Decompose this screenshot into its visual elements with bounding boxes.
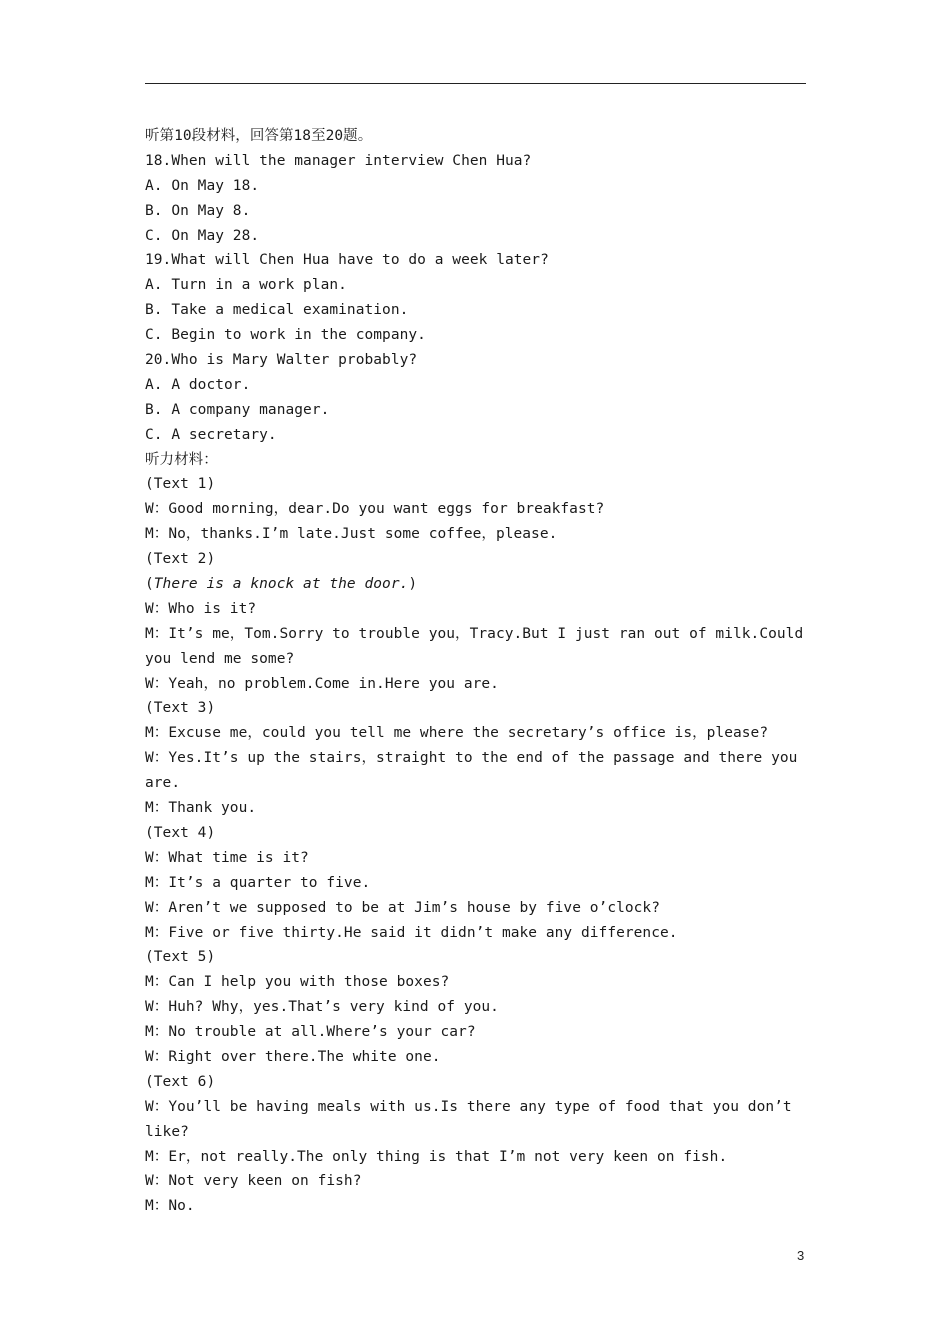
- question-19: [145, 248, 806, 348]
- text-1: [145, 472, 806, 547]
- dialogue-line: M：Excuse me，could you tell me where the secretary’s office is，please?: [145, 725, 769, 742]
- dialogue-line: you lend me some?: [145, 650, 295, 667]
- dialogue-line: M：Thank you.: [145, 800, 257, 817]
- text-label: (Text 4): [145, 824, 216, 841]
- dialogue-line: M：No.: [145, 1198, 195, 1215]
- dialogue-line: M：Can I help you with those boxes?: [145, 974, 450, 991]
- dialogue-line: are.: [145, 775, 181, 792]
- text-2: [145, 547, 806, 696]
- document-body: [145, 124, 806, 1219]
- dialogue-line: W：Right over there.The white one.: [145, 1048, 441, 1065]
- page-number: 3: [797, 1248, 805, 1263]
- transcript-heading: 听力材料：: [145, 451, 218, 468]
- text-label: (Text 6): [145, 1073, 216, 1090]
- dialogue-line: like?: [145, 1123, 189, 1140]
- option-a: A. On May 18.: [145, 177, 260, 194]
- option-b: B. Take a medical examination.: [145, 302, 409, 319]
- option-a: A. A doctor.: [145, 376, 251, 393]
- header-rule: [145, 83, 806, 84]
- question-stem: 18.When will the manager interview Chen Hua?: [145, 152, 532, 169]
- option-b: B. A company manager.: [145, 401, 330, 418]
- text-label: (Text 1): [145, 476, 216, 493]
- stage-direction: (There is a knock at the door.): [145, 576, 418, 593]
- text-4: [145, 821, 806, 945]
- option-c: C. On May 28.: [145, 227, 260, 244]
- dialogue-line: W：Not very keen on fish?: [145, 1173, 362, 1190]
- dialogue-line: M：No，thanks.I’m late.Just some coffee，please.: [145, 526, 558, 543]
- dialogue-line: W：Yes.It’s up the stairs，straight to the end of the passage and there you: [145, 750, 798, 767]
- option-a: A. Turn in a work plan.: [145, 277, 347, 294]
- option-b: B. On May 8.: [145, 202, 251, 219]
- question-18: [145, 149, 806, 249]
- text-label: (Text 3): [145, 700, 216, 717]
- text-label: (Text 5): [145, 949, 216, 966]
- option-c: C. A secretary.: [145, 426, 277, 443]
- dialogue-line: M：No trouble at all.Where’s your car?: [145, 1024, 476, 1041]
- dialogue-line: W：Good morning，dear.Do you want eggs for breakfast?: [145, 501, 605, 518]
- dialogue-line: M：Five or five thirty.He said it didn’t make any difference.: [145, 924, 678, 941]
- dialogue-line: M：It’s a quarter to five.: [145, 874, 371, 891]
- dialogue-line: W：Huh? Why，yes.That’s very kind of you.: [145, 999, 499, 1016]
- text-6: [145, 1070, 806, 1219]
- dialogue-line: M：Er，not really.The only thing is that I’m not very keen on fish.: [145, 1148, 728, 1165]
- text-5: [145, 945, 806, 1069]
- section-heading: 听第10段材料，回答第18至20题。: [145, 128, 373, 144]
- question-20: [145, 348, 806, 448]
- question-stem: 20.Who is Mary Walter probably?: [145, 352, 418, 369]
- text-3: [145, 696, 806, 820]
- option-c: C. Begin to work in the company.: [145, 327, 426, 344]
- question-stem: 19.What will Chen Hua have to do a week later?: [145, 252, 549, 269]
- dialogue-line: W：Who is it?: [145, 600, 257, 617]
- dialogue-line: W：Aren’t we supposed to be at Jim’s house by five o’clock?: [145, 899, 660, 916]
- dialogue-line: M：It’s me，Tom.Sorry to trouble you，Tracy.But I just ran out of milk.Could: [145, 625, 804, 642]
- dialogue-line: W：Yeah，no problem.Come in.Here you are.: [145, 675, 499, 692]
- dialogue-line: W：What time is it?: [145, 849, 309, 866]
- dialogue-line: W：You’ll be having meals with us.Is there any type of food that you don’t: [145, 1098, 792, 1115]
- text-label: (Text 2): [145, 551, 216, 568]
